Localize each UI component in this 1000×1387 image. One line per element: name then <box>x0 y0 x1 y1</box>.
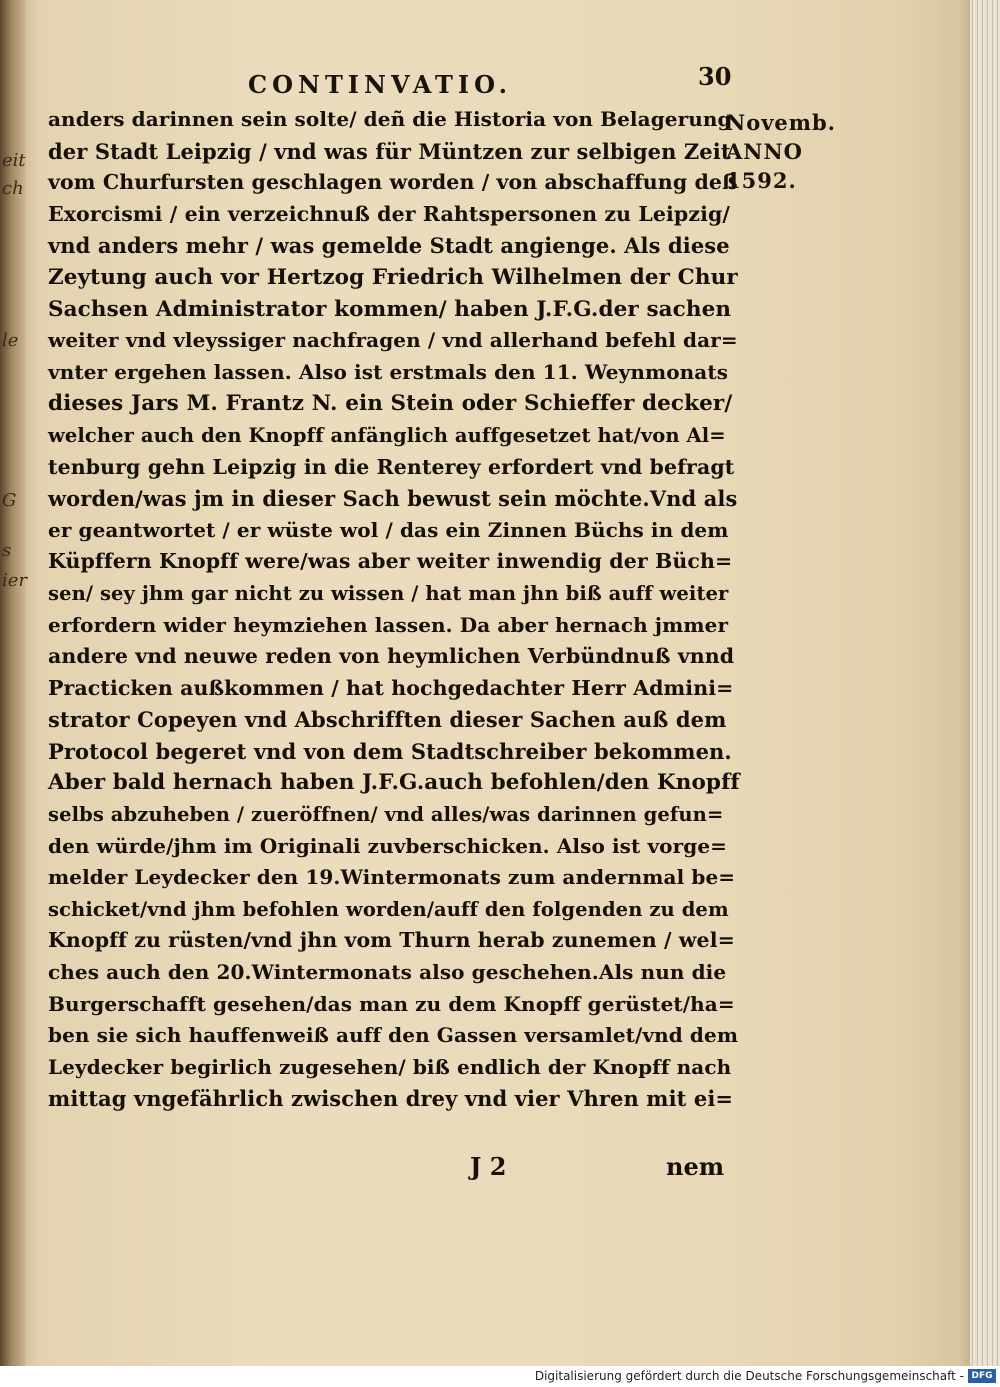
text-line: Knopff zu rüsten/vnd jhn vom Thurn herab zunemen / wel= <box>48 928 735 953</box>
facing-page-fragment: ier <box>2 570 28 591</box>
facing-page-edge <box>0 0 26 1366</box>
text-line: Exorcismi / ein verzeichnuß der Rahtspersonen zu Leipzig/ <box>48 201 730 226</box>
text-line: er geantwortet / er wüste wol / das ein Zinnen Büchs in dem <box>48 517 729 542</box>
text-line: selbs abzuheben / zueröffnen/ vnd alles/was darinnen gefun= <box>48 803 724 827</box>
text-line: anders darinnen sein solte/ deñ die Historia von Belagerung <box>48 107 732 131</box>
text-line: Aber bald hernach haben J.F.G.auch befohlen/den Knopff <box>48 770 740 796</box>
page-edges <box>970 0 1000 1366</box>
text-line: andere vnd neuwe reden von heymlichen Verbündnuß vnnd <box>48 644 735 669</box>
catchword: nem <box>666 1152 725 1181</box>
text-line: vnd anders mehr / was gemelde Stadt angienge. Als diese <box>48 233 730 259</box>
text-line: ches auch den 20.Wintermonats also geschehen.Als nun die <box>48 960 727 985</box>
text-line: Sachsen Administrator kommen/ haben J.F.G.der sachen <box>48 296 732 322</box>
text-line: vom Churfursten geschlagen worden / von abschaffung deß <box>48 170 738 195</box>
text-line: strator Copeyen vnd Abschrifften dieser Sachen auß dem <box>48 707 727 733</box>
text-line: melder Leydecker den 19.Wintermonats zum andernmal be= <box>48 865 736 890</box>
text-line: Practicken außkommen / hat hochgedachter Herr Admini= <box>48 675 734 700</box>
dfg-logo: DFG <box>968 1369 996 1383</box>
funding-credit: Digitalisierung gefördert durch die Deutsche Forschungsgemeinschaft - <box>534 1369 964 1383</box>
margin-note-anno: ANNO <box>726 139 803 164</box>
text-line: Leydecker begirlich zugesehen/ biß endlich der Knopff nach <box>48 1054 732 1079</box>
text-line: worden/was jm in dieser Sach bewust sein möchte.Vnd als <box>48 486 738 512</box>
text-line: Protocol begeret vnd von dem Stadtschreiber bekommen. <box>48 738 732 764</box>
text-line: dieses Jars M. Frantz N. ein Stein oder Schieffer decker/ <box>48 391 733 417</box>
book-page <box>26 0 970 1366</box>
folio-number: 30 <box>698 62 732 91</box>
text-line: weiter vnd vleyssiger nachfragen / vnd allerhand befehl dar= <box>48 328 738 353</box>
text-line: vnter ergehen lassen. Also ist erstmals den 11. Weynmonats <box>48 359 729 384</box>
facing-page-fragment: ch <box>2 178 24 199</box>
body-text <box>48 104 740 1115</box>
text-line: welcher auch den Knopff anfänglich auffgesetzet hat/von Al= <box>48 423 726 447</box>
footer-bar <box>0 1366 1000 1387</box>
text-line: ben sie sich hauffenweiß auff den Gassen versamlet/vnd dem <box>48 1023 739 1048</box>
text-line: schicket/vnd jhm befohlen worden/auff den folgenden zu dem <box>48 897 729 921</box>
facing-page-fragment: s <box>2 540 12 561</box>
facing-page-fragment: le <box>2 330 19 351</box>
text-line: sen/ sey jhm gar nicht zu wissen / hat man jhn biß auff weiter <box>48 581 729 605</box>
text-line: tenburg gehn Leipzig in die Renterey erfordert vnd befragt <box>48 454 735 479</box>
facing-page-fragment: eit <box>2 150 26 171</box>
text-line: Burgerschafft gesehen/das man zu dem Knopff gerüstet/ha= <box>48 991 735 1016</box>
margin-note-month: Novemb. <box>726 110 836 135</box>
text-line: der Stadt Leipzig / vnd was für Müntzen zur selbigen Zeit <box>48 138 731 164</box>
text-line: mittag vngefährlich zwischen drey vnd vier Vhren mit ei= <box>48 1086 734 1112</box>
running-head: CONTINVATIO. <box>248 70 512 99</box>
margin-note-year: 1592. <box>726 168 797 193</box>
signature-mark: J 2 <box>470 1152 507 1181</box>
facing-page-fragment: G <box>2 490 17 511</box>
text-line: erfordern wider heymziehen lassen. Da aber hernach jmmer <box>48 612 729 637</box>
text-line: Küpffern Knopff were/was aber weiter inwendig der Büch= <box>48 549 733 574</box>
text-line: den würde/jhm im Originali zuvberschicken. Also ist vorge= <box>48 833 728 858</box>
text-line: Zeytung auch vor Hertzog Friedrich Wilhelmen der Chur <box>48 264 738 290</box>
